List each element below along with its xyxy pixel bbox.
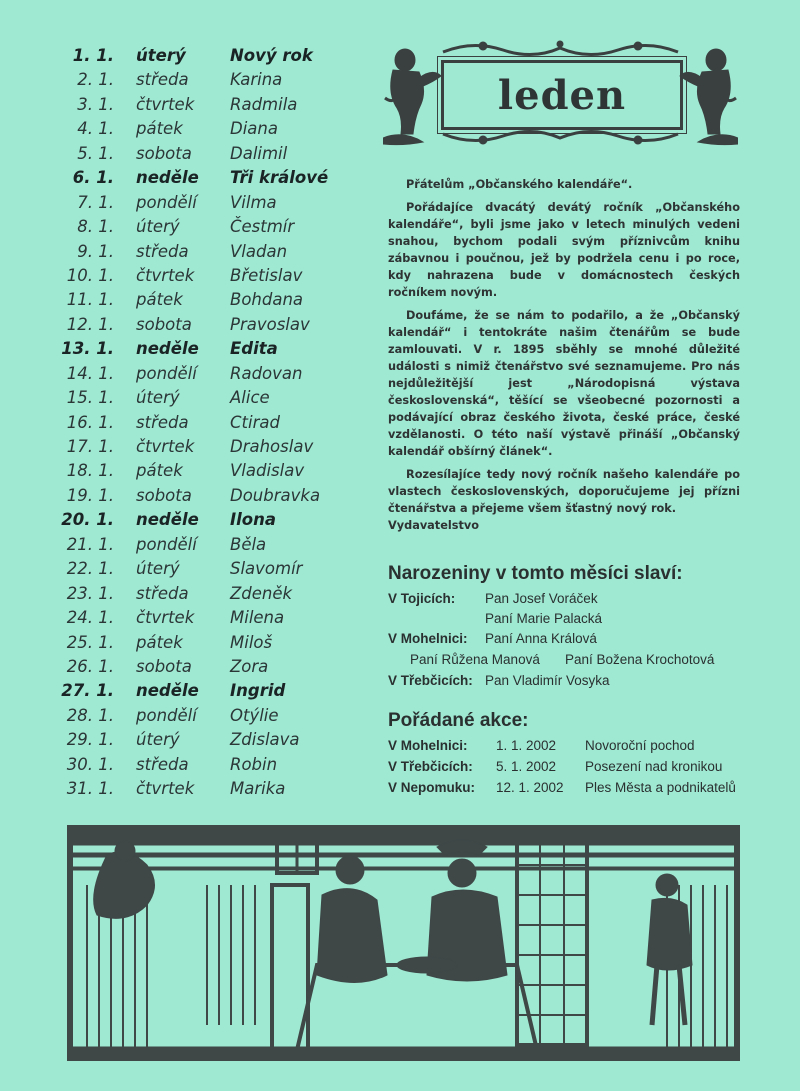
day-list (40, 44, 370, 802)
calendar-row (40, 191, 370, 215)
calendar-nameday: Nový rok (230, 46, 313, 65)
calendar-date: 13. 1. (61, 339, 114, 359)
calendar-date: 15. 1. (66, 388, 114, 408)
calendar-nameday: Radovan (230, 363, 303, 383)
calendar-date: 6. 1. (72, 168, 114, 188)
calendar-date: 1. 1. (72, 46, 114, 65)
calendar-row (40, 582, 370, 606)
calendar-row (40, 142, 370, 166)
calendar-weekday: pondělí (136, 192, 197, 212)
calendar-weekday: čtvrtek (136, 608, 195, 628)
event-name: Posezení nad kronikou (585, 759, 723, 774)
calendar-date: 8. 1. (77, 217, 114, 237)
calendar-weekday: sobota (136, 656, 192, 676)
birthday-person: Pan Josef Voráček (485, 591, 598, 606)
calendar-date: 12. 1. (66, 314, 114, 334)
calendar-weekday: neděle (136, 510, 199, 530)
event-place: V Třebčicích: (388, 759, 473, 774)
calendar-row (40, 215, 370, 239)
birthday-person: Paní Anna Králová (485, 631, 597, 646)
calendar-date: 14. 1. (66, 363, 114, 383)
calendar-date: 16. 1. (66, 412, 114, 432)
calendar-weekday: středa (136, 70, 189, 90)
calendar-row (40, 557, 370, 581)
calendar-row (40, 117, 370, 141)
birthday-person: Paní Růžena Manová (410, 652, 540, 667)
calendar-row (40, 631, 370, 655)
calendar-nameday: Tři králové (230, 168, 329, 188)
calendar-weekday: úterý (136, 559, 180, 579)
calendar-nameday: Zdeněk (230, 583, 293, 603)
calendar-date: 21. 1. (66, 534, 114, 554)
calendar-date: 4. 1. (77, 119, 114, 139)
calendar-weekday: neděle (136, 168, 199, 188)
calendar-nameday: Vilma (230, 192, 277, 212)
calendar-weekday: čtvrtek (136, 265, 195, 285)
calendar-row (40, 484, 370, 508)
calendar-date: 26. 1. (66, 656, 114, 676)
event-date: 5. 1. 2002 (496, 759, 557, 774)
calendar-weekday: pondělí (136, 534, 197, 554)
calendar-weekday: pátek (136, 119, 183, 139)
calendar-weekday: sobota (136, 314, 192, 334)
event-row (388, 780, 748, 800)
calendar-date: 2. 1. (77, 70, 114, 90)
calendar-nameday: Radmila (230, 94, 298, 114)
calendar-weekday: neděle (136, 339, 199, 359)
calendar-weekday: středa (136, 241, 189, 261)
calendar-row (40, 679, 370, 703)
calendar-row (40, 166, 370, 190)
calendar-weekday: úterý (136, 388, 180, 408)
calendar-row (40, 435, 370, 459)
month-title: leden (497, 71, 627, 119)
letter-paragraph-3: Rozesílajíce tedy nový ročník našeho kalendáře po vlastech československých, doporučujeme jej přízni čtenářstva a přejeme všem šťastný nový rok. (388, 468, 740, 515)
calendar-weekday: pátek (136, 632, 183, 652)
calendar-nameday: Zdislava (230, 730, 300, 750)
calendar-row (40, 337, 370, 361)
letter-paragraph-1: Pořádajíce dvacátý devátý ročník „Občanského kalendáře“, byli jsme jako v letech minulých vedeni snahou, bychom podali svým příznivcům knihu zábavnou i poučnou, jež by podržela cenu i po roce, kdy nahrazena bude v domácnostech českých ročníkem novým. (388, 201, 740, 299)
calendar-date: 30. 1. (66, 754, 114, 774)
calendar-date: 11. 1. (66, 290, 114, 310)
calendar-nameday: Vladislav (230, 461, 305, 481)
calendar-row (40, 777, 370, 801)
letter-signature: Vydavatelstvo (388, 519, 479, 532)
calendar-row (40, 606, 370, 630)
calendar-date: 22. 1. (66, 559, 114, 579)
calendar-weekday: středa (136, 754, 189, 774)
tavern-scene-icon (67, 825, 740, 1061)
calendar-row (40, 68, 370, 92)
calendar-weekday: neděle (136, 681, 199, 701)
event-name: Novoroční pochod (585, 738, 695, 753)
calendar-date: 9. 1. (77, 241, 114, 261)
calendar-date: 24. 1. (66, 608, 114, 628)
calendar-date: 18. 1. (66, 461, 114, 481)
calendar-nameday: Otýlie (230, 705, 279, 725)
calendar-date: 20. 1. (61, 510, 114, 530)
calendar-weekday: pátek (136, 461, 183, 481)
calendar-row (40, 362, 370, 386)
birthdays-heading: Narozeniny v tomto měsíci slaví: (388, 563, 683, 584)
birthday-person: Pan Vladimír Vosyka (485, 673, 610, 688)
calendar-row (40, 411, 370, 435)
calendar-date: 3. 1. (77, 94, 114, 114)
calendar-row (40, 93, 370, 117)
calendar-nameday: Drahoslav (230, 437, 314, 456)
calendar-weekday: středa (136, 583, 189, 603)
calendar-weekday: úterý (136, 46, 186, 65)
event-row (388, 738, 748, 758)
calendar-weekday: pátek (136, 290, 183, 310)
calendar-weekday: čtvrtek (136, 437, 195, 456)
calendar-nameday: Milena (230, 608, 285, 628)
calendar-nameday: Slavomír (230, 559, 303, 579)
calendar-nameday: Miloš (230, 632, 273, 652)
event-date: 12. 1. 2002 (496, 780, 564, 795)
calendar-nameday: Diana (230, 119, 278, 139)
calendar-row (40, 704, 370, 728)
calendar-nameday: Dalimil (230, 143, 288, 163)
event-place: V Nepomuku: (388, 780, 476, 795)
calendar-nameday: Doubravka (230, 485, 321, 505)
calendar-nameday: Bohdana (230, 290, 304, 310)
calendar-date: 23. 1. (66, 583, 114, 603)
calendar-nameday: Běla (230, 534, 267, 554)
calendar-date: 29. 1. (66, 730, 114, 750)
calendar-row (40, 533, 370, 557)
event-row (388, 759, 748, 779)
calendar-nameday: Břetislav (230, 265, 303, 285)
calendar-row (40, 288, 370, 312)
calendar-nameday: Čestmír (230, 217, 295, 237)
calendar-row (40, 655, 370, 679)
calendar-date: 27. 1. (61, 681, 114, 701)
calendar-nameday: Zora (230, 656, 269, 676)
calendar-date: 25. 1. (66, 632, 114, 652)
calendar-nameday: Ilona (230, 510, 277, 530)
letter-paragraph-2: Doufáme, že se nám to podařilo, a že „Občanský kalendář“ i tentokráte našim čtenářům se bude zamlouvati. V r. 1895 sběhly se mnohé důležité události s nimiž čtenářstvo své seznamujeme. Pro nás nejdůležitější jest „Národopisná výstava československá“, těšící se všeobecné pozornosti a podávající obraz českého života, české práce, české vzdělanosti. O této naší výstavě přináší „Občanský kalendář obšírný článek“. (388, 309, 740, 458)
calendar-weekday: středa (136, 412, 189, 432)
calendar-weekday: pondělí (136, 705, 197, 725)
birthday-place-trebcice: V Třebčicích: (388, 673, 473, 688)
calendar-date: 5. 1. (77, 143, 114, 163)
event-date: 1. 1. 2002 (496, 738, 557, 753)
calendar-row (40, 44, 370, 68)
calendar-weekday: úterý (136, 217, 180, 237)
calendar-date: 7. 1. (77, 192, 114, 212)
birthday-place-tojice: V Tojicích: (388, 591, 456, 606)
calendar-nameday: Ctirad (230, 412, 280, 432)
calendar-nameday: Marika (230, 779, 286, 799)
calendar-weekday: pondělí (136, 363, 197, 383)
calendar-row (40, 264, 370, 288)
birthday-place-mohelnice: V Mohelnici: (388, 631, 468, 646)
calendar-nameday: Ingrid (230, 681, 286, 701)
calendar-row (40, 240, 370, 264)
event-place: V Mohelnici: (388, 738, 468, 753)
calendar-weekday: čtvrtek (136, 779, 195, 799)
calendar-row (40, 313, 370, 337)
calendar-weekday: sobota (136, 485, 192, 505)
calendar-row (40, 508, 370, 532)
calendar-nameday: Robin (230, 754, 278, 774)
woodcut-illustration (67, 825, 740, 1061)
calendar-row (40, 386, 370, 410)
letter-salutation: Přátelům „Občanského kalendáře“. (406, 178, 633, 191)
calendar-nameday: Karina (230, 70, 283, 90)
publisher-letter (388, 176, 740, 540)
birthday-person: Paní Božena Krochotová (565, 652, 715, 667)
events-heading: Pořádané akce: (388, 710, 529, 731)
calendar-row (40, 459, 370, 483)
calendar-weekday: úterý (136, 730, 180, 750)
calendar-nameday: Edita (230, 339, 278, 359)
month-title-box (441, 60, 683, 130)
calendar-row (40, 753, 370, 777)
calendar-row (40, 728, 370, 752)
calendar-date: 17. 1. (66, 437, 114, 456)
calendar-date: 28. 1. (66, 705, 114, 725)
calendar-weekday: čtvrtek (136, 94, 195, 114)
calendar-nameday: Alice (230, 388, 270, 408)
event-name: Ples Města a podnikatelů (585, 780, 736, 795)
calendar-date: 19. 1. (66, 485, 114, 505)
month-header-ornament (383, 38, 738, 146)
calendar-nameday: Vladan (230, 241, 288, 261)
calendar-weekday: sobota (136, 143, 192, 163)
birthday-person: Paní Marie Palacká (485, 611, 603, 626)
calendar-date: 31. 1. (66, 779, 114, 799)
calendar-nameday: Pravoslav (230, 314, 310, 334)
calendar-date: 10. 1. (66, 265, 114, 285)
